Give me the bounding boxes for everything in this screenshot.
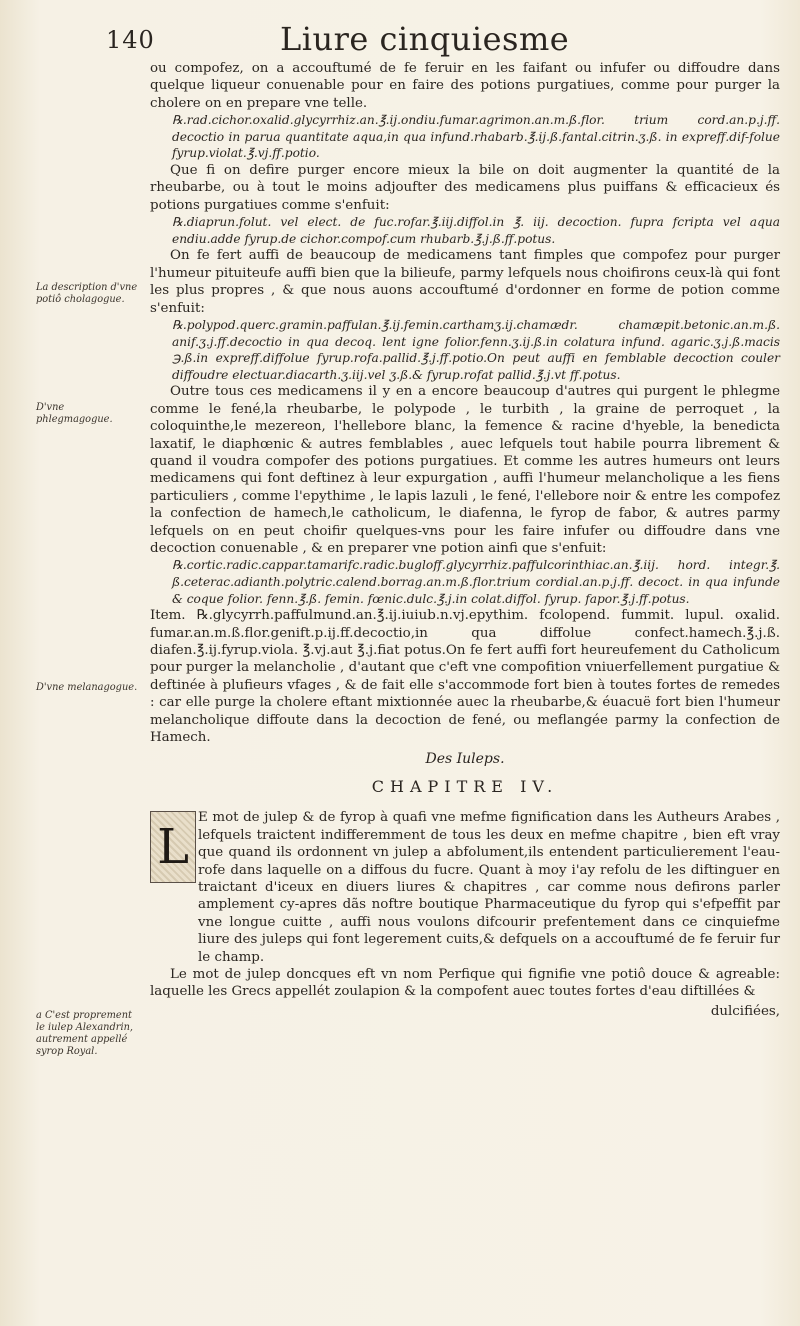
running-title: Liure cinquiesme (280, 20, 570, 58)
prescription: ℞.diaprun.folut. vel elect. de fuc.rofar.℥.iij.diffol.in ℥. iij. decoction. fupra fcripta vel aqua endiu.adde fyrup.de cichor.compof.cum rhubarb.℥.j.ß.ff.potus. (172, 215, 780, 246)
prescription: ℞.rad.cichor.oxalid.glycyrrhiz.an.℥.ij.ondiu.fumar.agrimon.an.m.ß.flor. trium cord.an.p.j.ff. decoctio in parua quantitate aqua,in qua infund.rhabarb.℥.ij.ß.fantal.citrin.ʒ.ß. in expreff.dif-folue fyrup.violat.℥.vj.ff.potio. (172, 113, 780, 161)
paragraph: Outre tous ces medicamens il y en a encore beaucoup d'autres qui purgent le phlegme comme le fené,la rheubarbe, le polypode , le turbith , la graine de perroquet , la coloquinthe,le mezereon, l'hellebore blanc, la femence & racine d'hyeble, la benedicta laxatif, le diaphœnic & autres femblables , auec lefquels tout habile pourra librement & quand il voudra compofer des potions purgatiues. Et comme les autres humeurs ont leurs medicamens qui font deftinez à leur expurgation , auffi l'humeur melancholique a les fiens particuliers , comme l'epythime , le lapis lazuli , le fené, l'ellebore noir & entre les compofez la confection de hamech,le catholicum, le diafenna, le fyrop de fabor, & autres parmy lefquels on en peut choifir quelques-vns pour les faire infufer ou diffoudre dans vne decoction conuenable , & en preparer vne potion ainfi que s'enfuit: (150, 384, 780, 557)
margin-note-cholagogue: La description d'vne potiô cholagogue. (36, 282, 138, 305)
margin-note-melanagogue: D'vne melanagogue. (36, 682, 138, 693)
page-header (0, 20, 800, 64)
paragraph: E mot de julep & de fyrop à quafi vne mefme fignification dans les Autheurs Arabes , lefquels traictent indifferemment de tous les deux en mefme chapitre , bien eft vray que quand ils ordonnent vn julep a abfolument,ils entendent particulierement l'eau-rofe dans laquelle on a diffous du fucre. Quant à moy i'ay refolu de les diftinguer en traictant d'iceux en diuers liures & chapitres , car comme nous defirons parler amplement cy-apres dãs noftre boutique Pharmaceutique du fyrop qui s'efpeffit par vne longue cuitte , auffi nous voulons difcourir prefentement dans ce cinquiefme liure des juleps qui font legerement cuits,& defquels on a accouftumé de fe feruir fur le champ. (198, 810, 780, 965)
drop-cap-initial: L (150, 811, 196, 883)
prescription: ℞.cortic.radic.cappar.tamarifc.radic.bugloff.glycyrrhiz.paffulcorinthiac.an.℥.iij. hord. integr.℥. ß.ceterac.adianth.polytric.calend.borrag.an.m.ß.flor.trium cordial.an.p.j.ff. decoct. in qua infunde & coque folior. fenn.℥.ß. femin. fœnic.dulc.℥.j.in colat.diffol. fyrup. fapor.℥.j.ff.potus. (172, 558, 780, 606)
margin-note-julep: a C'est proprement le iulep Alexandrin, autrement appellé syrop Royal. (36, 1010, 133, 1057)
page-body (150, 60, 780, 1020)
chapter-heading: CHAPITRE IV. (371, 776, 559, 796)
margin-note-phlegmagogue: D'vne phlegmagogue. (36, 402, 113, 425)
chapter-opening (150, 809, 780, 966)
page-number: 140 (106, 26, 155, 54)
paragraph: Que fi on defire purger encore mieux la bile on doit augmenter la quantité de la rheubarbe, ou à tout le moins adjoufter des medicamens plus puiffans & efficacieux és potions purgatiues comme s'enfuit: (150, 163, 780, 213)
paragraph: Le mot de julep doncques eft vn nom Perfique qui fignifie vne potiô douce & agreable: laquelle les Grecs appellét zoulapion & la compofent auec toutes fortes d'eau diftillées & (150, 966, 780, 1000)
prescription: ℞.polypod.querc.gramin.paffulan.℥.ij.femin.carthamʒ.ij.chamædr. chamæpit.betonic.an.m.ß. anif.ʒ.j.ff.decoctio in qua decoq. lent igne folior.fenn.ʒ.ij.ß.in colatura infund. agaric.ʒ.j.ß.macis ℈.ß.in expreff.diffolue fyrup.rofa.pallid.℥.j.ff.potio.On peut auffi en femblable decoction couler diffoudre electuar.diacarth.ʒ.iij.vel ʒ.ß.& fyrup.rofat pallid.℥.j.vt ff.potus. (172, 318, 780, 382)
paragraph: On fe fert auffi de beaucoup de medicamens tant fimples que compofez pour purger l'humeur pituiteufe auffi bien que la bilieufe, parmy lefquels nous choifirons ceux-là qui font les plus propres , & que nous auons accouftumé d'ordonner en forme de potion comme s'enfuit: (150, 248, 780, 316)
paragraph: Item. ℞.glycyrrh.paffulmund.an.℥.ij.iuiub.n.vj.epythim. fcolopend. fummit. lupul. oxalid. fumar.an.m.ß.flor.genift.p.ij.ff.decoctio,in qua diffolue confect.hamech.℥.j.ß. diafen.℥.ij.fyrup.viola. ℥.vj.aut ℥.j.fiat potus.On fe fert auffi fort heureufement du Catholicum pour purger la melancholie , d'autant que c'eft vne compofition vniuerfellement purgatiue & deftinée à plufieurs vfages , & de fait elle s'accommode fort bien à toutes fortes de remedes : car elle purge la cholere eftant mixtionnée auec la rheubarbe,& éuacuë fort bien l'humeur melancholique diffoute dans la decoction de fené, ou meflangée parmy la confection de Hamech. (150, 608, 780, 746)
catchword: dulcifiées, (710, 1003, 780, 1019)
section-reference: Des Iuleps. (425, 750, 505, 767)
paragraph: ou compofez, on a accouftumé de fe feruir en les faifant ou infufer ou diffoudre dans quelque liqueur conuenable pour en faire des potions purgatiues, comme pour purger la cholere on en prepare vne telle. (150, 61, 780, 111)
